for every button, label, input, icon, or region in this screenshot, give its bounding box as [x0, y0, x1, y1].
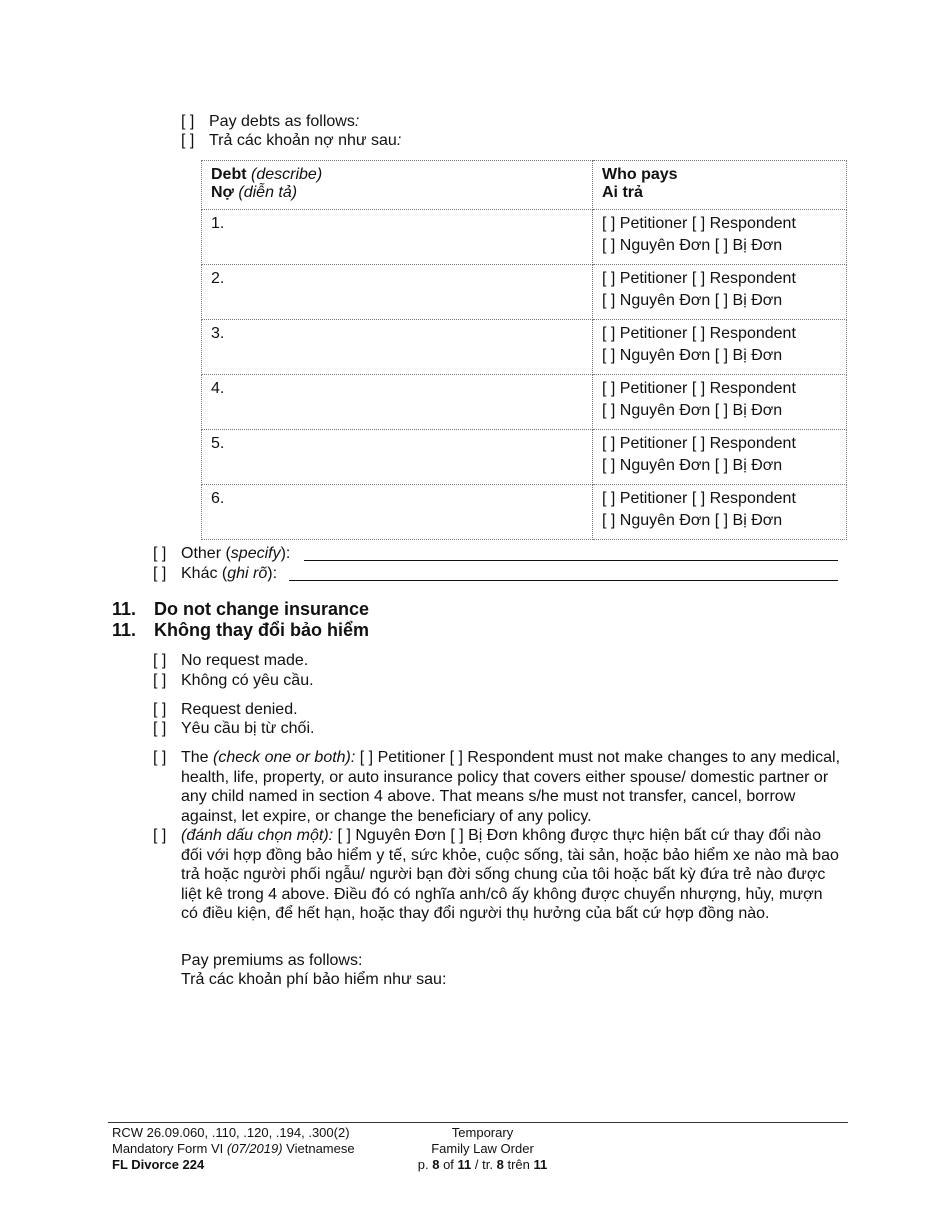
- debt-cell[interactable]: 2.: [202, 265, 593, 320]
- checkbox[interactable]: [ ]: [153, 749, 167, 766]
- checkbox[interactable]: [ ]: [153, 565, 167, 582]
- other-specify-field[interactable]: [304, 560, 838, 561]
- footer-left: RCW 26.09.060, .110, .120, .194, .300(2) Mandatory Form VI (07/2019) Vietnamese FL Divorce 224: [112, 1125, 355, 1172]
- debt-cell[interactable]: 1.: [202, 210, 593, 265]
- footer-rule: [108, 1122, 848, 1123]
- other-en: [ ] Other (specify):: [153, 545, 291, 562]
- pay-debts-en: [ ] Pay debts as follows:: [181, 113, 360, 130]
- debt-table-header: [202, 161, 847, 210]
- footer-center: Temporary Family Law Order p. 8 of 11 / tr. 8 trên 11: [400, 1125, 565, 1173]
- checkbox[interactable]: [ ]: [153, 652, 167, 669]
- who-pays-cell[interactable]: [ ] Petitioner [ ] Respondent [ ] Nguyên Đơn [ ] Bị Đơn: [593, 430, 847, 485]
- who-pays-cell[interactable]: [ ] Petitioner [ ] Respondent [ ] Nguyên Đơn [ ] Bị Đơn: [593, 265, 847, 320]
- table-row: [202, 265, 847, 320]
- pay-premiums-vi: Trả các khoản phí bảo hiểm như sau:: [181, 971, 447, 988]
- table-row: [202, 210, 847, 265]
- who-pays-cell[interactable]: [ ] Petitioner [ ] Respondent [ ] Nguyên Đơn [ ] Bị Đơn: [593, 210, 847, 265]
- section-heading-vi: 11. Không thay đổi bảo hiểm: [112, 620, 369, 640]
- pay-debts-vi: [ ] Trả các khoản nợ như sau:: [181, 132, 402, 149]
- pay-premiums-en: Pay premiums as follows:: [181, 952, 363, 969]
- debt-header-cell: Debt (describe) Nợ (diễn tả): [202, 161, 593, 210]
- page-number: p. 8 of 11 / tr. 8 trên 11: [417, 1157, 548, 1172]
- who-pays-cell[interactable]: [ ] Petitioner [ ] Respondent [ ] Nguyên Đơn [ ] Bị Đơn: [593, 375, 847, 430]
- other-vi: [ ] Khác (ghi rõ):: [153, 565, 278, 582]
- request-denied-en: [ ] Request denied.: [153, 701, 298, 718]
- checkbox[interactable]: [ ]: [153, 701, 167, 718]
- other-specify-field-vi[interactable]: [289, 580, 838, 581]
- table-row: [202, 320, 847, 375]
- who-pays-cell[interactable]: [ ] Petitioner [ ] Respondent [ ] Nguyên Đơn [ ] Bị Đơn: [593, 320, 847, 375]
- checkbox[interactable]: [ ]: [181, 132, 195, 149]
- no-request-vi: [ ] Không có yêu cầu.: [153, 672, 314, 689]
- table-row: [202, 485, 847, 540]
- debt-cell[interactable]: 5.: [202, 430, 593, 485]
- checkbox[interactable]: [ ]: [153, 545, 167, 562]
- who-pays-cell[interactable]: [ ] Petitioner [ ] Respondent [ ] Nguyên Đơn [ ] Bị Đơn: [593, 485, 847, 540]
- debt-table: [201, 160, 847, 540]
- table-row: [202, 375, 847, 430]
- who-pays-header-cell: Who pays Ai trả: [593, 161, 847, 210]
- insurance-order-vi: (đánh dấu chọn một): [ ] Nguyên Đơn [ ] Bị Đơn không được thực hiện bất cứ thay đổi nào đối với hợp đồng bảo hiểm y tế, sức khỏe, cuộc sống, tài sản, hoặc bảo hiểm xe nào mà bao trả hoặc người phối ngẫu/ người bạn đời sống chung của tôi hoặc bất kỳ đứa trẻ nào được liệt kê trong 4 above. Điều đó có nghĩa anh/cô ấy không được chuyển nhượng, hủy, mượn có điều kiện, để hết hạn, hoặc thay đổi người thụ hưởng của bất cứ hợp đồng nào.: [181, 827, 839, 923]
- debt-cell[interactable]: 4.: [202, 375, 593, 430]
- checkbox[interactable]: [ ]: [181, 113, 195, 130]
- section-heading-en: 11. Do not change insurance: [112, 599, 370, 619]
- insurance-order-en: The (check one or both): [ ] Petitioner [ ] Respondent must not make changes to any medical, health, life, property, or auto insurance policy that covers either spouse/ domestic partner or any child named in section 4 above. That means s/he must not transfer, cancel, borrow against, let expire, or change the beneficiary of any policy.: [181, 749, 841, 825]
- table-row: [202, 430, 847, 485]
- checkbox[interactable]: [ ]: [153, 672, 167, 689]
- checkbox[interactable]: [ ]: [153, 827, 167, 844]
- debt-cell[interactable]: 3.: [202, 320, 593, 375]
- checkbox[interactable]: [ ]: [153, 720, 167, 737]
- no-request-en: [ ] No request made.: [153, 652, 309, 669]
- request-denied-vi: [ ] Yêu cầu bị từ chối.: [153, 720, 315, 737]
- debt-cell[interactable]: 6.: [202, 485, 593, 540]
